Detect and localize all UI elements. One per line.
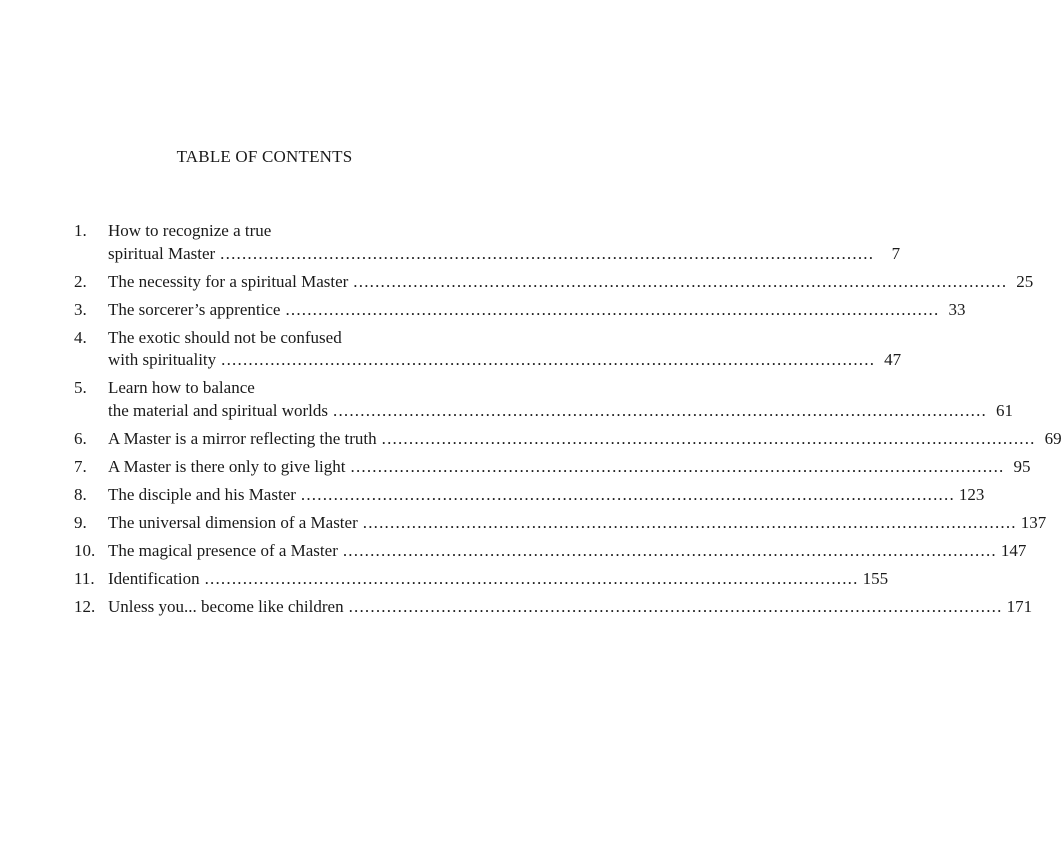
dot-leader: ........................................................................................................................	[353, 271, 1008, 291]
entry-number: 2.	[74, 271, 87, 291]
entry-title: the material and spiritual worlds	[108, 400, 328, 420]
entry-line	[108, 243, 901, 266]
page-number: 47	[884, 350, 902, 369]
page-number: 69	[1044, 428, 1062, 448]
entry-line	[108, 349, 902, 372]
page-number: 33	[948, 299, 966, 319]
toc-entry	[74, 220, 901, 265]
entry-line	[108, 568, 889, 591]
entry-body	[108, 299, 966, 322]
entry-body	[108, 596, 1033, 619]
entry-number: 8.	[74, 484, 87, 504]
entry-title: Unless you... become like children	[108, 596, 344, 616]
entry-line	[108, 400, 1013, 423]
entry-body	[108, 540, 1027, 563]
entry-number: 10.	[74, 540, 96, 560]
entry-title: The universal dimension of a Master	[108, 512, 358, 532]
toc-entry	[74, 377, 1013, 422]
entry-title-line	[108, 220, 466, 243]
entry-title: The necessity for a spiritual Master	[108, 271, 349, 291]
dot-leader: ........................................................................................................................	[362, 512, 1017, 532]
dot-leader: ........................................................................................................................	[221, 350, 876, 369]
dot-leader: ........................................................................................................................	[381, 428, 1036, 448]
page-number: 155	[862, 568, 889, 588]
entry-title: The magical presence of a Master	[108, 540, 338, 560]
toc-entry	[74, 484, 985, 507]
entry-title-first-line: How to recognize a true	[108, 221, 272, 240]
entry-number: 1.	[74, 221, 87, 240]
toc-entry	[74, 428, 1062, 451]
toc-entry	[74, 540, 1027, 563]
entry-number: 7.	[74, 456, 87, 476]
entry-line	[108, 540, 1027, 563]
page-number: 25	[1016, 271, 1034, 291]
toc-entry	[74, 271, 1034, 294]
toc-entry	[74, 327, 902, 372]
entry-body	[108, 327, 902, 372]
dot-leader: ........................................................................................................................	[204, 568, 859, 588]
entry-title-line	[108, 377, 466, 400]
page-number: 171	[1006, 596, 1033, 616]
dot-leader: ........................................................................................................................	[348, 596, 1003, 616]
entry-title: A Master is a mirror reflecting the truth	[108, 428, 377, 448]
dot-leader: ........................................................................................................................	[350, 456, 1005, 476]
entry-body	[108, 377, 1013, 422]
page-number: 137	[1020, 512, 1047, 532]
entry-body	[108, 271, 1034, 294]
entry-number: 6.	[74, 428, 87, 448]
page-number: 7	[891, 243, 901, 263]
entry-title: Identification	[108, 568, 200, 588]
entry-number: 5.	[74, 378, 87, 397]
entry-title: The sorcerer’s apprentice	[108, 299, 281, 319]
entry-title-first-line: Learn how to balance	[108, 378, 255, 397]
entry-number: 12.	[74, 596, 96, 616]
page-number: 147	[1000, 540, 1027, 560]
dot-leader: ........................................................................................................................	[285, 299, 940, 319]
entry-title: The disciple and his Master	[108, 484, 296, 504]
entry-line	[108, 456, 1031, 479]
toc-entry	[74, 456, 1031, 479]
entry-number: 11.	[74, 568, 95, 588]
entry-line	[108, 271, 1034, 294]
toc-entry	[74, 568, 889, 591]
entry-number: 9.	[74, 512, 87, 532]
page-number: 123	[958, 484, 985, 504]
entry-body	[108, 220, 901, 265]
toc-entry	[74, 596, 1033, 619]
entry-body	[108, 456, 1031, 479]
entry-line	[108, 484, 985, 507]
entry-number: 3.	[74, 299, 87, 319]
page-number: 95	[1013, 456, 1031, 476]
entry-title: spiritual Master	[108, 243, 216, 263]
dot-leader: ........................................................................................................................	[300, 484, 955, 504]
page-number: 61	[996, 400, 1013, 420]
entry-body	[108, 428, 1062, 451]
entry-title-line	[108, 327, 466, 350]
dot-leader: ........................................................................................................................	[333, 400, 987, 420]
entry-title: A Master is there only to give light	[108, 456, 346, 476]
entry-line	[108, 596, 1033, 619]
entry-body	[108, 512, 1047, 535]
entry-body	[108, 484, 985, 507]
table-of-contents	[74, 220, 1062, 624]
entry-line	[108, 512, 1047, 535]
entry-body	[108, 568, 889, 591]
toc-entry	[74, 299, 966, 322]
entry-line	[108, 299, 966, 322]
toc-entry	[74, 512, 1047, 535]
entry-title-first-line: The exotic should not be confused	[108, 327, 342, 347]
entry-line	[108, 428, 1062, 451]
dot-leader: ........................................................................................................................	[342, 540, 997, 560]
dot-leader: ........................................................................................................................	[220, 243, 875, 263]
page-title: TABLE OF CONTENTS	[176, 147, 353, 166]
entry-title: with spirituality	[108, 350, 217, 369]
entry-number: 4.	[74, 327, 87, 347]
